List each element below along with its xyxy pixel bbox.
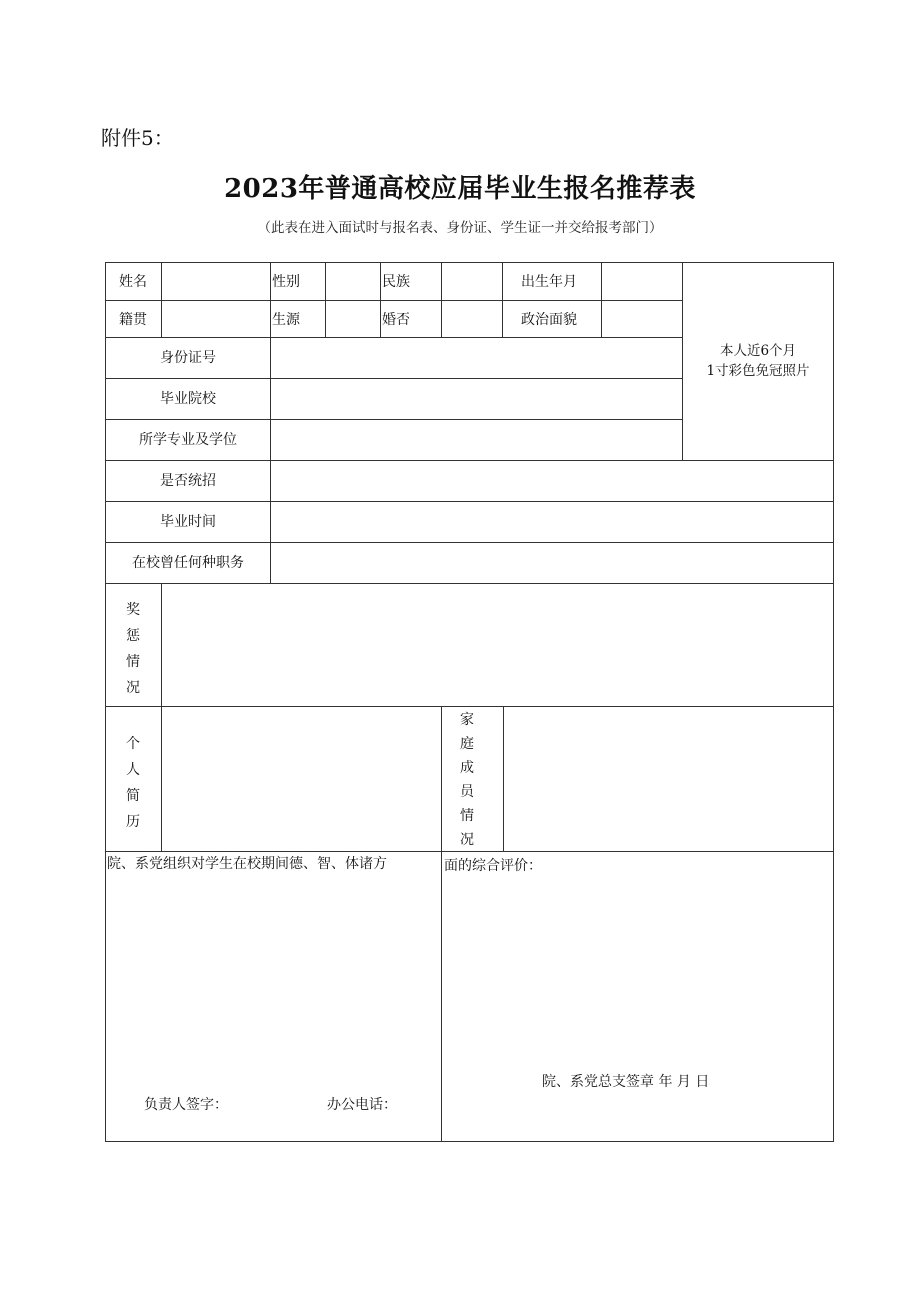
graduation-time-label: 毕业时间 [160, 514, 216, 530]
birth-label: 出生年月 [521, 274, 577, 290]
evaluation-field-right[interactable] [442, 880, 833, 1065]
gender-label: 性别 [272, 274, 300, 290]
awards-label: 奖惩情况 [126, 602, 140, 696]
grid-line [833, 262, 834, 1142]
origin-field[interactable] [326, 301, 380, 337]
resume-field[interactable] [162, 707, 441, 851]
native-place-field[interactable] [162, 301, 270, 337]
id-number-label: 身份证号 [160, 350, 216, 366]
grid-line [105, 1141, 834, 1142]
evaluation-text-right: 面的综合评价： [444, 858, 542, 874]
family-members-field[interactable] [504, 707, 833, 851]
attachment-label: 附件5： [101, 126, 174, 150]
id-number-field[interactable] [271, 338, 682, 378]
photo-note-line2: 1寸彩色免冠照片 [706, 363, 810, 379]
school-field[interactable] [271, 379, 682, 419]
photo-box[interactable] [683, 263, 833, 460]
grid-line [380, 262, 381, 338]
evaluation-text-left: 院、系党组织对学生在校期间德、智、体诸方 [107, 856, 387, 872]
origin-label: 生源 [272, 312, 300, 328]
family-members-label: 家庭成员情况 [460, 712, 486, 848]
political-field[interactable] [602, 301, 682, 337]
unified-enrollment-field[interactable] [271, 461, 833, 501]
name-label: 姓名 [119, 274, 147, 290]
gender-field[interactable] [326, 263, 380, 300]
responsible-signature-label: 负责人签字： [144, 1097, 228, 1113]
office-phone-label: 办公电话： [327, 1097, 397, 1113]
school-position-label: 在校曾任何种职务 [132, 555, 244, 571]
photo-note-line1: 本人近6个月 [719, 343, 797, 359]
major-degree-label: 所学专业及学位 [139, 432, 237, 448]
native-place-label: 籍贯 [119, 312, 147, 328]
page-title: 2023年普通高校应届毕业生报名推荐表 [224, 174, 696, 204]
major-degree-field[interactable] [271, 420, 682, 460]
resume-label: 个人简历 [126, 736, 140, 830]
grid-line [502, 262, 503, 338]
awards-field[interactable] [162, 584, 833, 706]
birth-field[interactable] [602, 263, 682, 300]
marital-label: 婚否 [382, 312, 410, 328]
department-stamp-date: 院、系党总支签章 年 月 日 [542, 1074, 710, 1090]
political-label: 政治面貌 [521, 312, 577, 328]
unified-enrollment-label: 是否统招 [160, 473, 216, 489]
page-subtitle: （此表在进入面试时与报名表、身份证、学生证一并交给报考部门） [257, 220, 663, 236]
ethnicity-label: 民族 [382, 274, 410, 290]
school-position-field[interactable] [271, 543, 833, 583]
graduation-time-field[interactable] [271, 502, 833, 542]
evaluation-field-left[interactable] [106, 880, 441, 1090]
ethnicity-field[interactable] [442, 263, 502, 300]
school-label: 毕业院校 [160, 391, 216, 407]
name-field[interactable] [162, 263, 270, 300]
marital-field[interactable] [442, 301, 502, 337]
